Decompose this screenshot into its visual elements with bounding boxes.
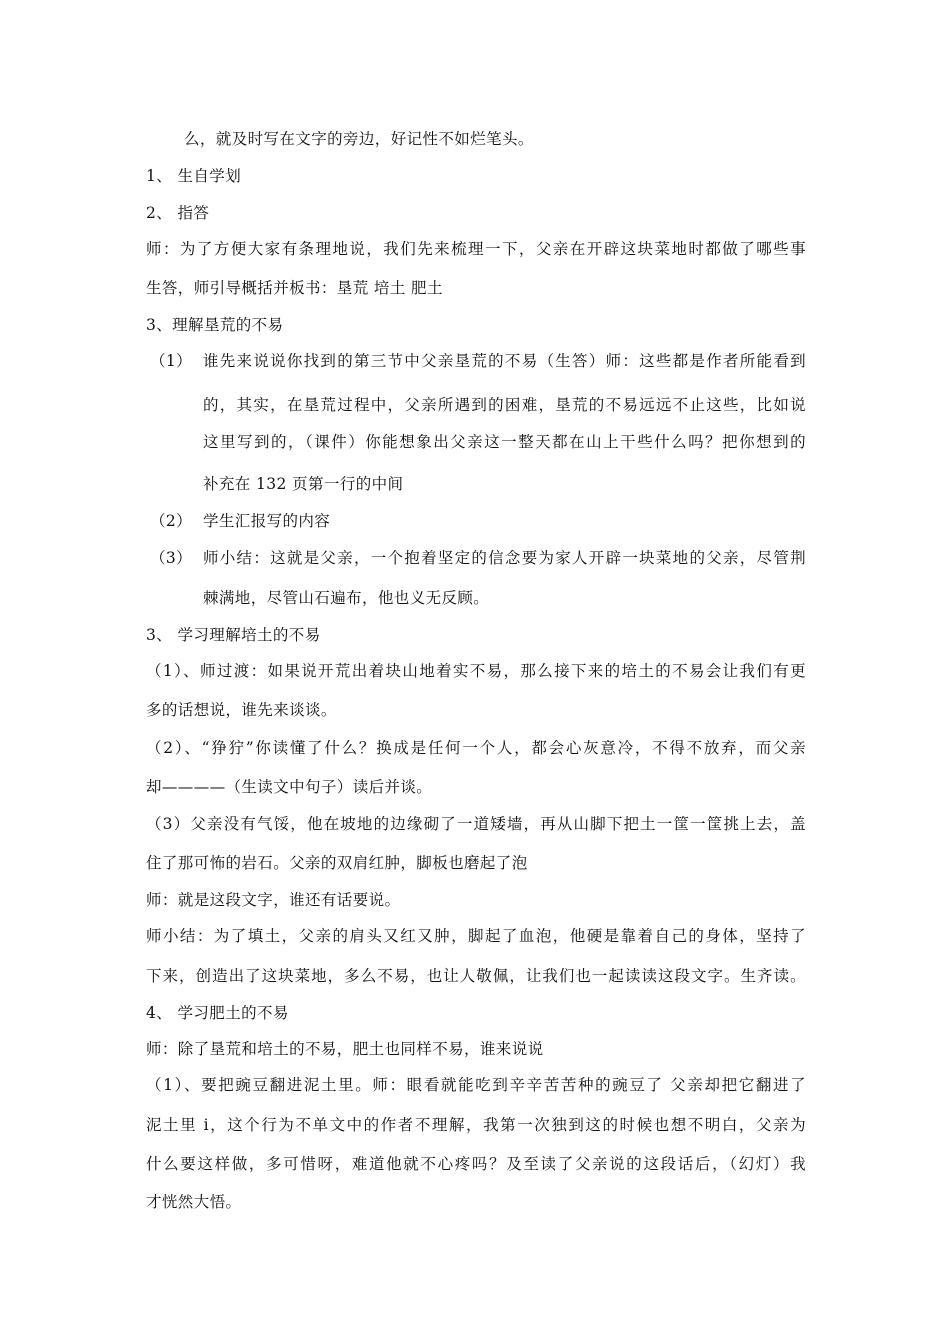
text-line: 这里写到的，（课件）你能想象出父亲这一整天都在山上干些什么吗？把你想到的 xyxy=(203,433,806,451)
section-heading: 4、 学习肥土的不易 xyxy=(146,1004,289,1022)
text-line: 却————（生读文中句子）读后并谈。 xyxy=(146,778,433,796)
text-line: （1）、师过渡：如果说开荒出着块山地着实不易，那么接下来的培土的不易会让我们有更 xyxy=(146,662,806,680)
text-line: 住了那可怖的岩石。父亲的双肩红肿，脚板也磨起了泡 xyxy=(146,854,528,872)
text-line: 师小结：为了填土，父亲的肩头又红又肿，脚起了血泡，他硬是靠着自己的身体，坚持了 xyxy=(146,927,806,945)
text-line: 师：为了方便大家有条理地说，我们先来梳理一下，父亲在开辟这块菜地时都做了哪些事 xyxy=(146,240,806,258)
text-line: （3）父亲没有气馁，他在坡地的边缘砌了一道矮墙，再从山脚下把土一筐一筐挑上去，盖 xyxy=(146,815,806,833)
text-line: 学生汇报写的内容 xyxy=(203,512,331,530)
list-marker: （3） xyxy=(150,549,193,567)
text-line: 的，其实，在垦荒过程中，父亲所遇到的困难，垦荒的不易远远不止这些，比如说 xyxy=(203,396,806,414)
list-marker: （1） xyxy=(150,352,193,370)
text-line: 师小结：这就是父亲，一个抱着坚定的信念要为家人开辟一块菜地的父亲，尽管荆 xyxy=(203,549,806,567)
text-line: 才恍然大悟。 xyxy=(146,1193,242,1211)
text-line: 师：就是这段文字，谁还有话要说。 xyxy=(146,891,401,909)
section-heading: 3、理解垦荒的不易 xyxy=(146,316,284,334)
text-line: 什么要这样做，多可惜呀，难道他就不心疼吗？及至读了父亲说的这段话后，（幻灯）我 xyxy=(146,1155,806,1173)
text-line: 多的话想说，谁先来谈谈。 xyxy=(146,701,337,719)
text-line: 补充在 132 页第一行的中间 xyxy=(203,475,404,493)
list-item-1: 1、 生自学划 xyxy=(146,167,242,185)
list-item-2: 2、 指答 xyxy=(146,204,210,222)
text-line: 下来，创造出了这块菜地，多么不易，也让人敬佩，让我们也一起读读这段文字。生齐读。 xyxy=(146,967,806,985)
text-line: 谁先来说说你找到的第三节中父亲垦荒的不易（生答）师：这些都是作者所能看到 xyxy=(203,352,806,370)
text-line: 么，就及时写在文字的旁边，好记性不如烂笔头。 xyxy=(184,130,534,148)
list-marker: （2） xyxy=(150,512,193,530)
text-line: 生答，师引导概括并板书：垦荒 培土 肥土 xyxy=(146,279,443,297)
text-line: 师：除了垦荒和培土的不易，肥土也同样不易，谁来说说 xyxy=(146,1040,544,1058)
text-line: 棘满地，尽管山石遍布，他也义无反顾。 xyxy=(203,589,490,607)
text-line: （2）、“狰狞”你读懂了什么？换成是任何一个人，都会心灰意冷，不得不放弃，而父亲 xyxy=(146,739,806,757)
text-line: 泥土里 i，这个行为不单文中的作者不理解，我第一次独到这的时候也想不明白，父亲为 xyxy=(146,1116,806,1134)
section-heading: 3、 学习理解培土的不易 xyxy=(146,626,321,644)
text-line: （1）、要把豌豆翻进泥土里。师：眼看就能吃到辛辛苦苦种的豌豆了 父亲却把它翻进了 xyxy=(146,1076,806,1094)
